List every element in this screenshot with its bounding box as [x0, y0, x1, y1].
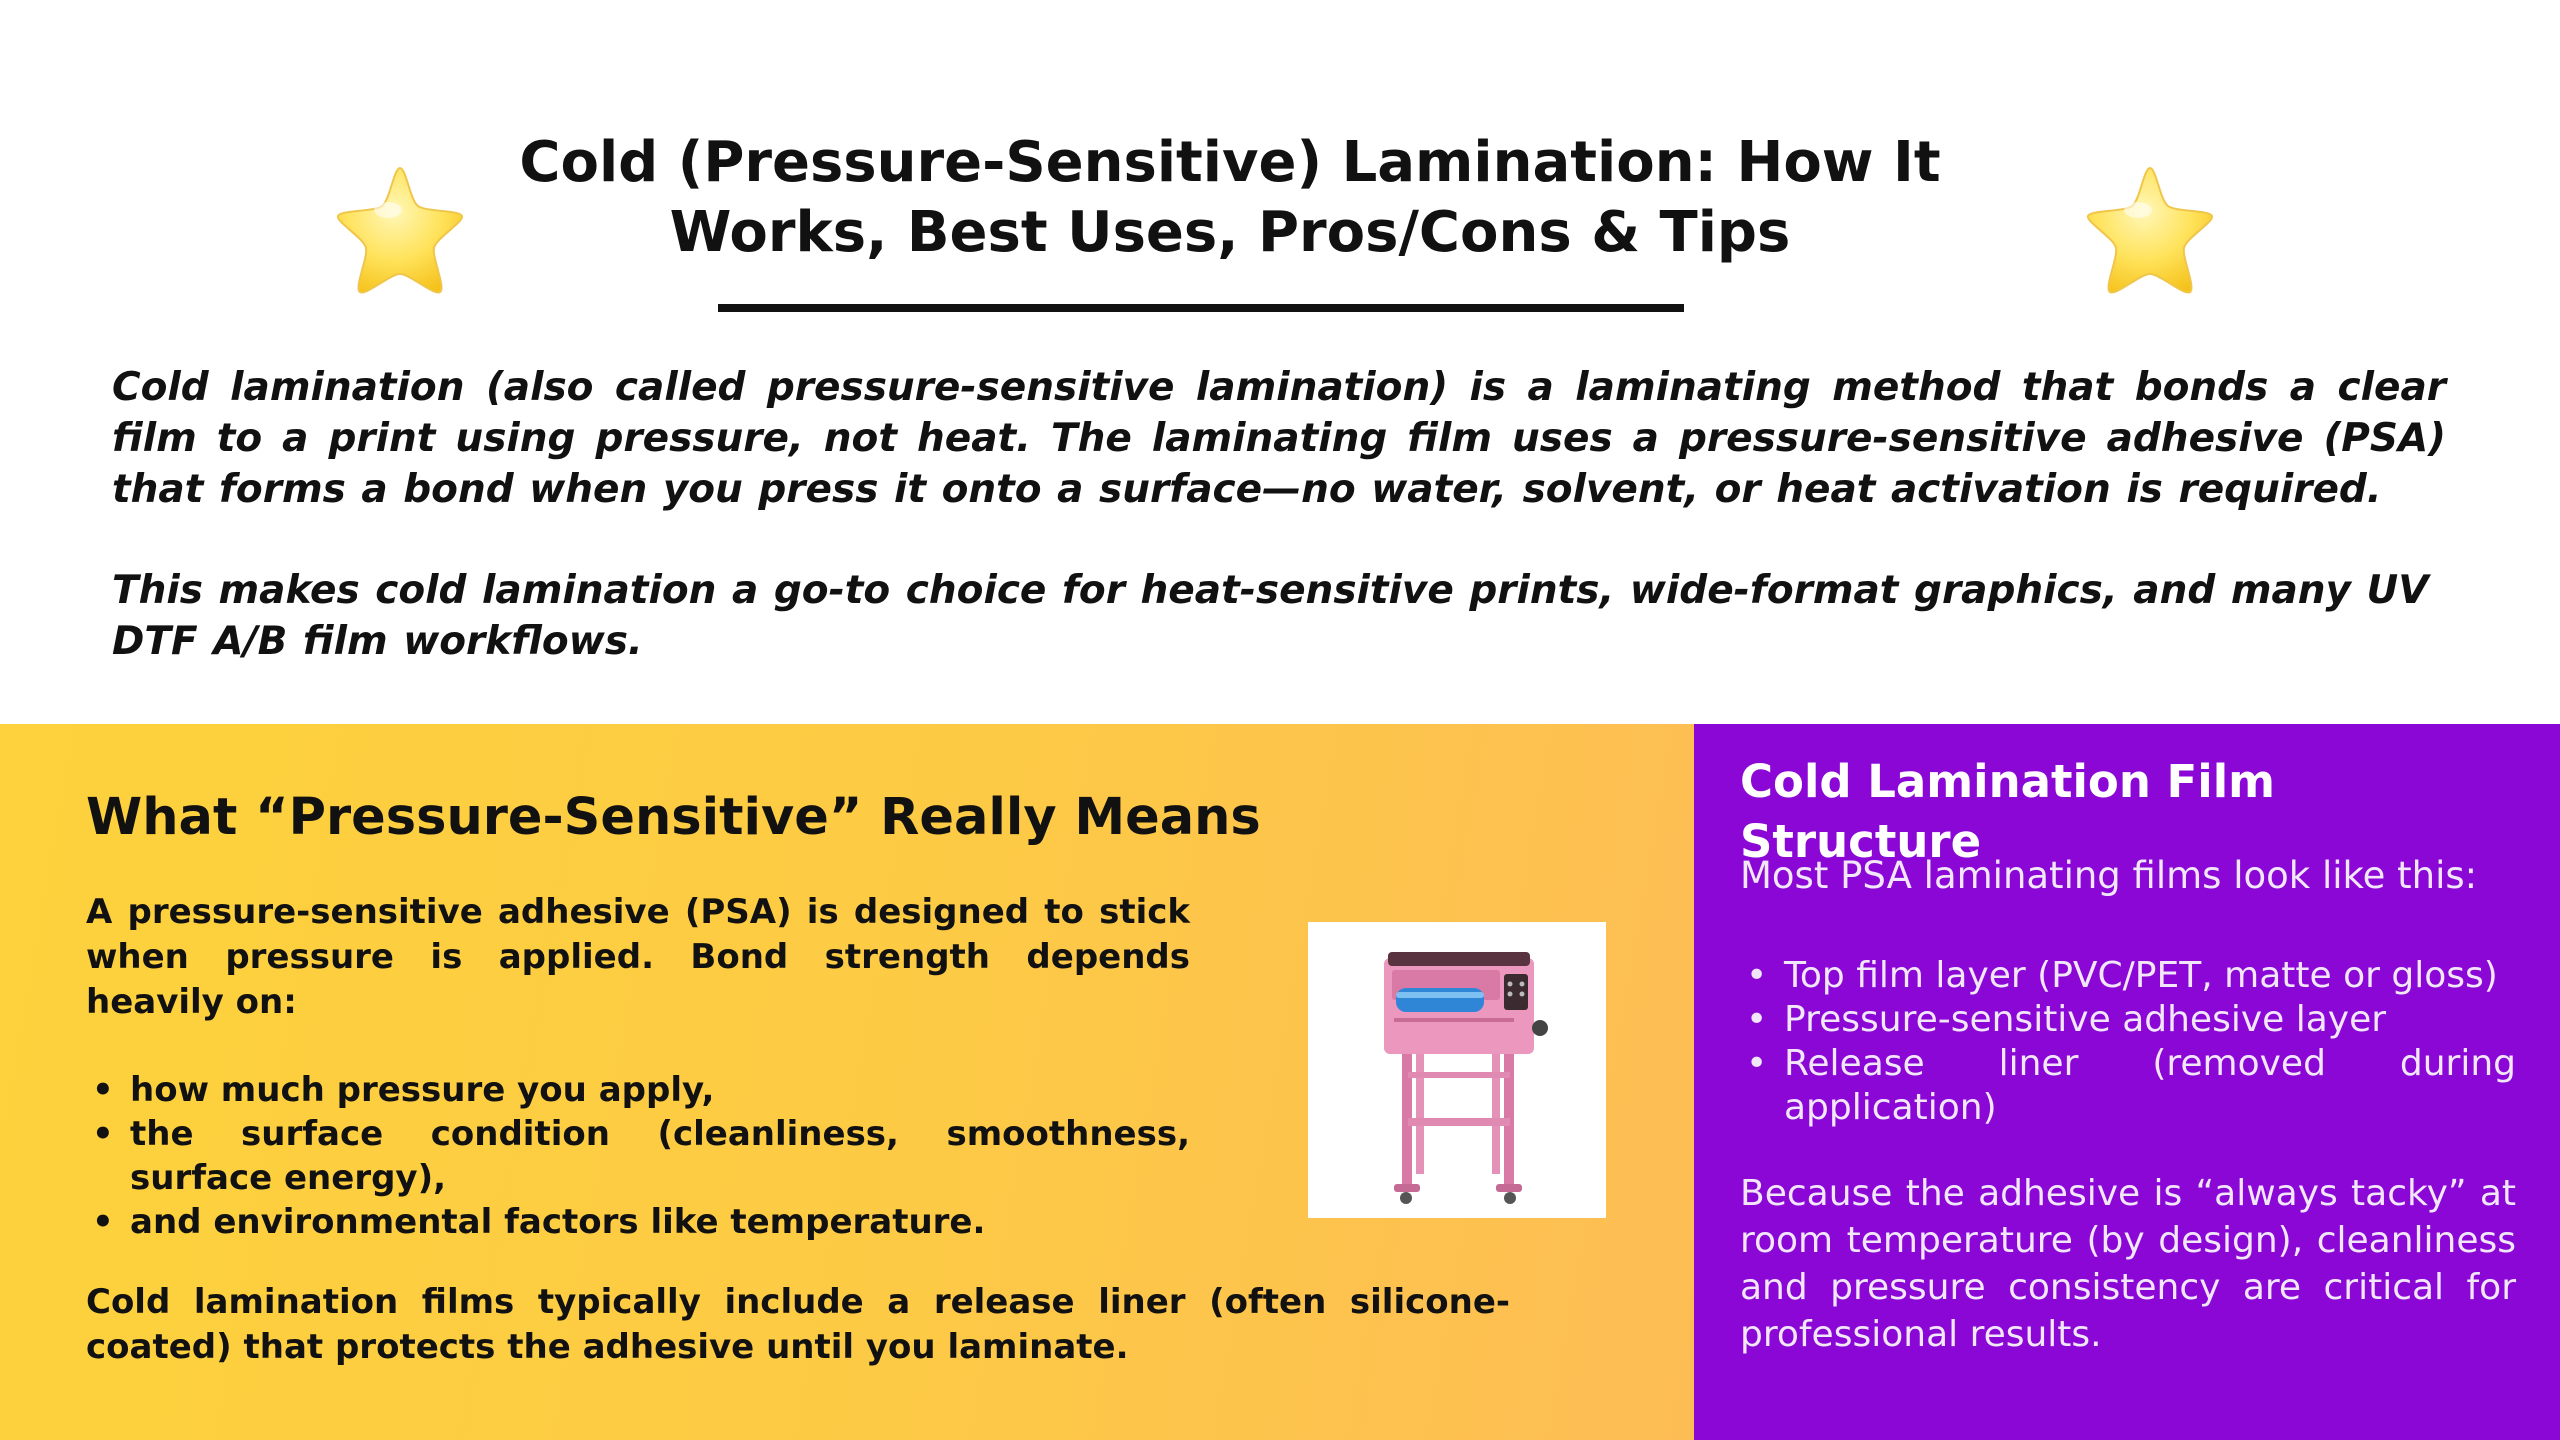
section-paragraph: Cold lamination films typically include a release liner (often silicone-coated) that protects the adhesive until you laminate.	[86, 1282, 1510, 1367]
page-title: Cold (Pressure-Sensitive) Lamination: How It Works, Best Uses, Pros/Cons & Tips	[519, 130, 1941, 265]
list-item-text: how much pressure you apply,	[130, 1070, 715, 1110]
intro-section	[112, 362, 2446, 667]
bullet: •	[92, 1070, 114, 1110]
section-heading: Cold Lamination Film Structure	[1740, 755, 2276, 868]
bullet: •	[92, 1202, 114, 1242]
list-item-text: Pressure-sensitive adhesive layer	[1784, 999, 2387, 1040]
list-item-text: Top film layer (PVC/PET, matte or gloss)	[1784, 955, 2498, 996]
section-paragraph: A pressure-sensitive adhesive (PSA) is designed to stick when pressure is applied. Bond strength depends heavily on:	[86, 892, 1190, 1022]
list-item	[86, 1068, 1190, 1112]
section-paragraph: Because the adhesive is “always tacky” at room temperature (by design), cleanliness and pressure consistency are critical for professional results.	[1740, 1173, 2516, 1355]
bullet-list	[86, 1068, 1190, 1244]
list-item-text: and environmental factors like temperature.	[130, 1202, 986, 1242]
bullet: •	[1746, 1043, 1768, 1084]
list-item	[1740, 1042, 2516, 1130]
bullet: •	[1746, 955, 1768, 996]
section-heading: What “Pressure-Sensitive” Really Means	[86, 788, 1261, 847]
star-icon	[330, 160, 470, 300]
laminator-machine-icon	[1308, 922, 1606, 1218]
list-item-text: Release liner (removed during application)	[1784, 1043, 2516, 1128]
list-item	[86, 1112, 1190, 1200]
bullet-list	[1740, 954, 2516, 1130]
list-item-text: the surface condition (cleanliness, smoothness, surface energy),	[130, 1114, 1190, 1198]
list-item	[1740, 954, 2516, 998]
list-item	[86, 1200, 1190, 1244]
title-underline	[718, 304, 1684, 312]
intro-paragraph: Cold lamination (also called pressure-sensitive lamination) is a laminating method that bonds a clear film to a print using pressure, not heat. The laminating film uses a pressure-sensitive adhesive (PSA) that forms a bond when you press it onto a surface—no water, solvent, or heat activation is required.	[112, 365, 2446, 512]
list-item	[1740, 998, 2516, 1042]
star-icon	[2080, 160, 2220, 300]
product-image	[1308, 922, 1606, 1218]
bullet: •	[92, 1114, 114, 1154]
section-intro: Most PSA laminating films look like this:	[1740, 854, 2478, 897]
bullet: •	[1746, 999, 1768, 1040]
intro-paragraph: This makes cold lamination a go-to choice for heat-sensitive prints, wide-format graphics, and many UV DTF A/B film workflows.	[112, 568, 2429, 664]
